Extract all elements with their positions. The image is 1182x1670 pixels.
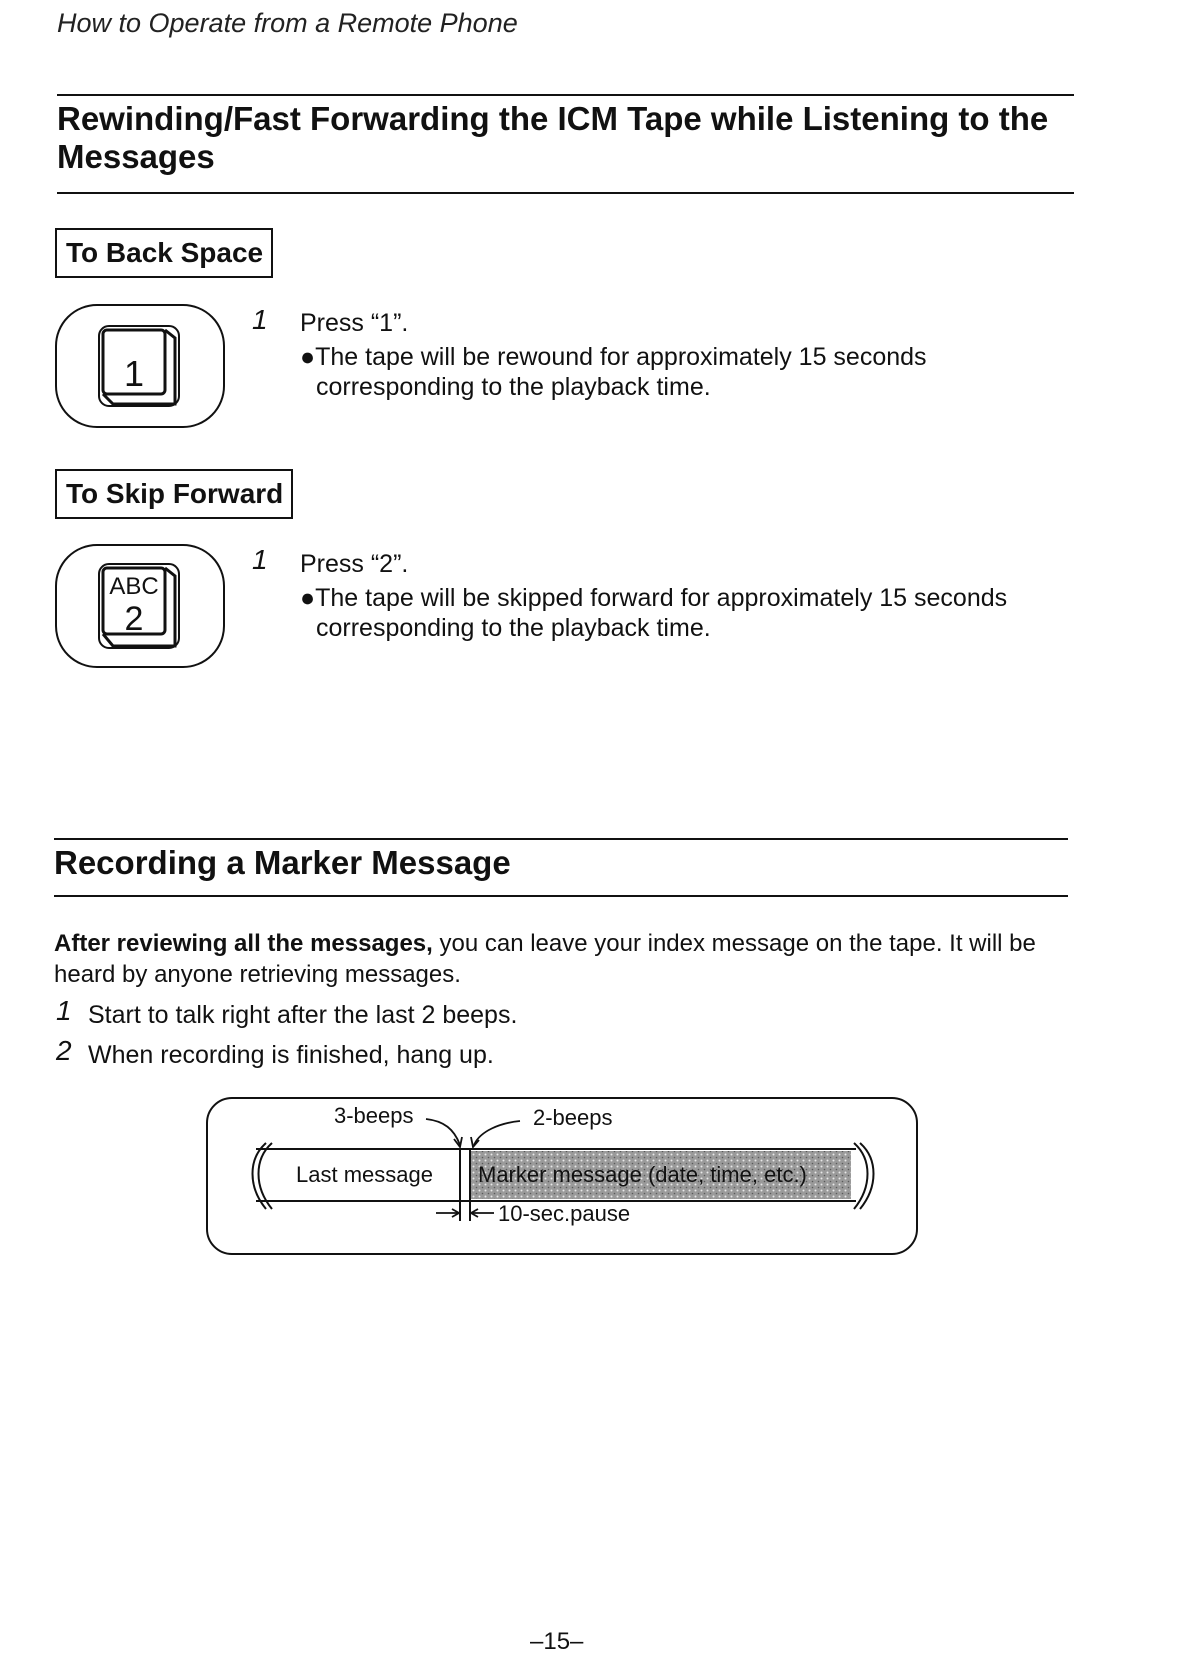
skip-forward-note: ●The tape will be skipped forward for approximately 15 seconds corresponding to the playback time. bbox=[300, 584, 1008, 642]
skip-forward-step-number: 1 bbox=[252, 544, 268, 575]
marker-intro-rest: you can leave your index message on the tape. It will be heard by anyone retrieving messages. bbox=[54, 930, 1036, 988]
marker-step-2-number: 2 bbox=[56, 1035, 72, 1066]
section-rule-top bbox=[57, 94, 1074, 96]
marker-diagram bbox=[206, 1097, 918, 1255]
section-title-rewinding: Rewinding/Fast Forwarding the ICM Tape while Listening to the Messages bbox=[57, 100, 1049, 175]
key-1-glyph: 1 bbox=[123, 353, 145, 394]
key-2-icon bbox=[57, 546, 223, 666]
back-space-label: To Back Space bbox=[55, 228, 273, 278]
marker-step-2-text: When recording is finished, hang up. bbox=[88, 1041, 494, 1069]
back-space-step-text: Press “1”. bbox=[300, 309, 409, 337]
section-title-marker: Recording a Marker Message bbox=[54, 844, 511, 881]
key-2-illustration bbox=[55, 544, 225, 668]
key-1-illustration bbox=[55, 304, 225, 428]
skip-forward-label: To Skip Forward bbox=[55, 469, 293, 519]
marker-message-label: Marker message (date, time, etc.) bbox=[478, 1162, 807, 1187]
skip-forward-step-text: Press “2”. bbox=[300, 550, 409, 578]
key-2-letters: ABC bbox=[109, 573, 159, 600]
beeps3-label: 3-beeps bbox=[334, 1103, 414, 1128]
back-space-step-number: 1 bbox=[252, 304, 268, 335]
tape-break-right-icon bbox=[854, 1143, 868, 1209]
marker-intro bbox=[54, 928, 1064, 990]
section-rule-bottom bbox=[57, 192, 1074, 194]
marker-step-1-number: 1 bbox=[56, 995, 72, 1026]
running-head: How to Operate from a Remote Phone bbox=[57, 8, 518, 38]
tape-diagram bbox=[208, 1099, 916, 1253]
back-space-note: ●The tape will be rewound for approximately 15 seconds corresponding to the playback time. bbox=[300, 343, 927, 401]
beeps2-arrow-icon bbox=[474, 1121, 520, 1145]
marker-step-1-text: Start to talk right after the last 2 beeps. bbox=[88, 1001, 518, 1029]
key-1-icon bbox=[57, 306, 223, 426]
section2-rule-bottom bbox=[54, 895, 1068, 897]
pause-label: 10-sec.pause bbox=[498, 1201, 631, 1226]
key-2-glyph: 2 bbox=[124, 600, 144, 638]
beeps2-label: 2-beeps bbox=[533, 1105, 613, 1130]
page-number: –15– bbox=[530, 1628, 584, 1655]
last-message-label: Last message bbox=[296, 1162, 433, 1187]
marker-intro-bold: After reviewing all the messages, bbox=[54, 930, 433, 957]
section2-rule-top bbox=[54, 838, 1068, 840]
